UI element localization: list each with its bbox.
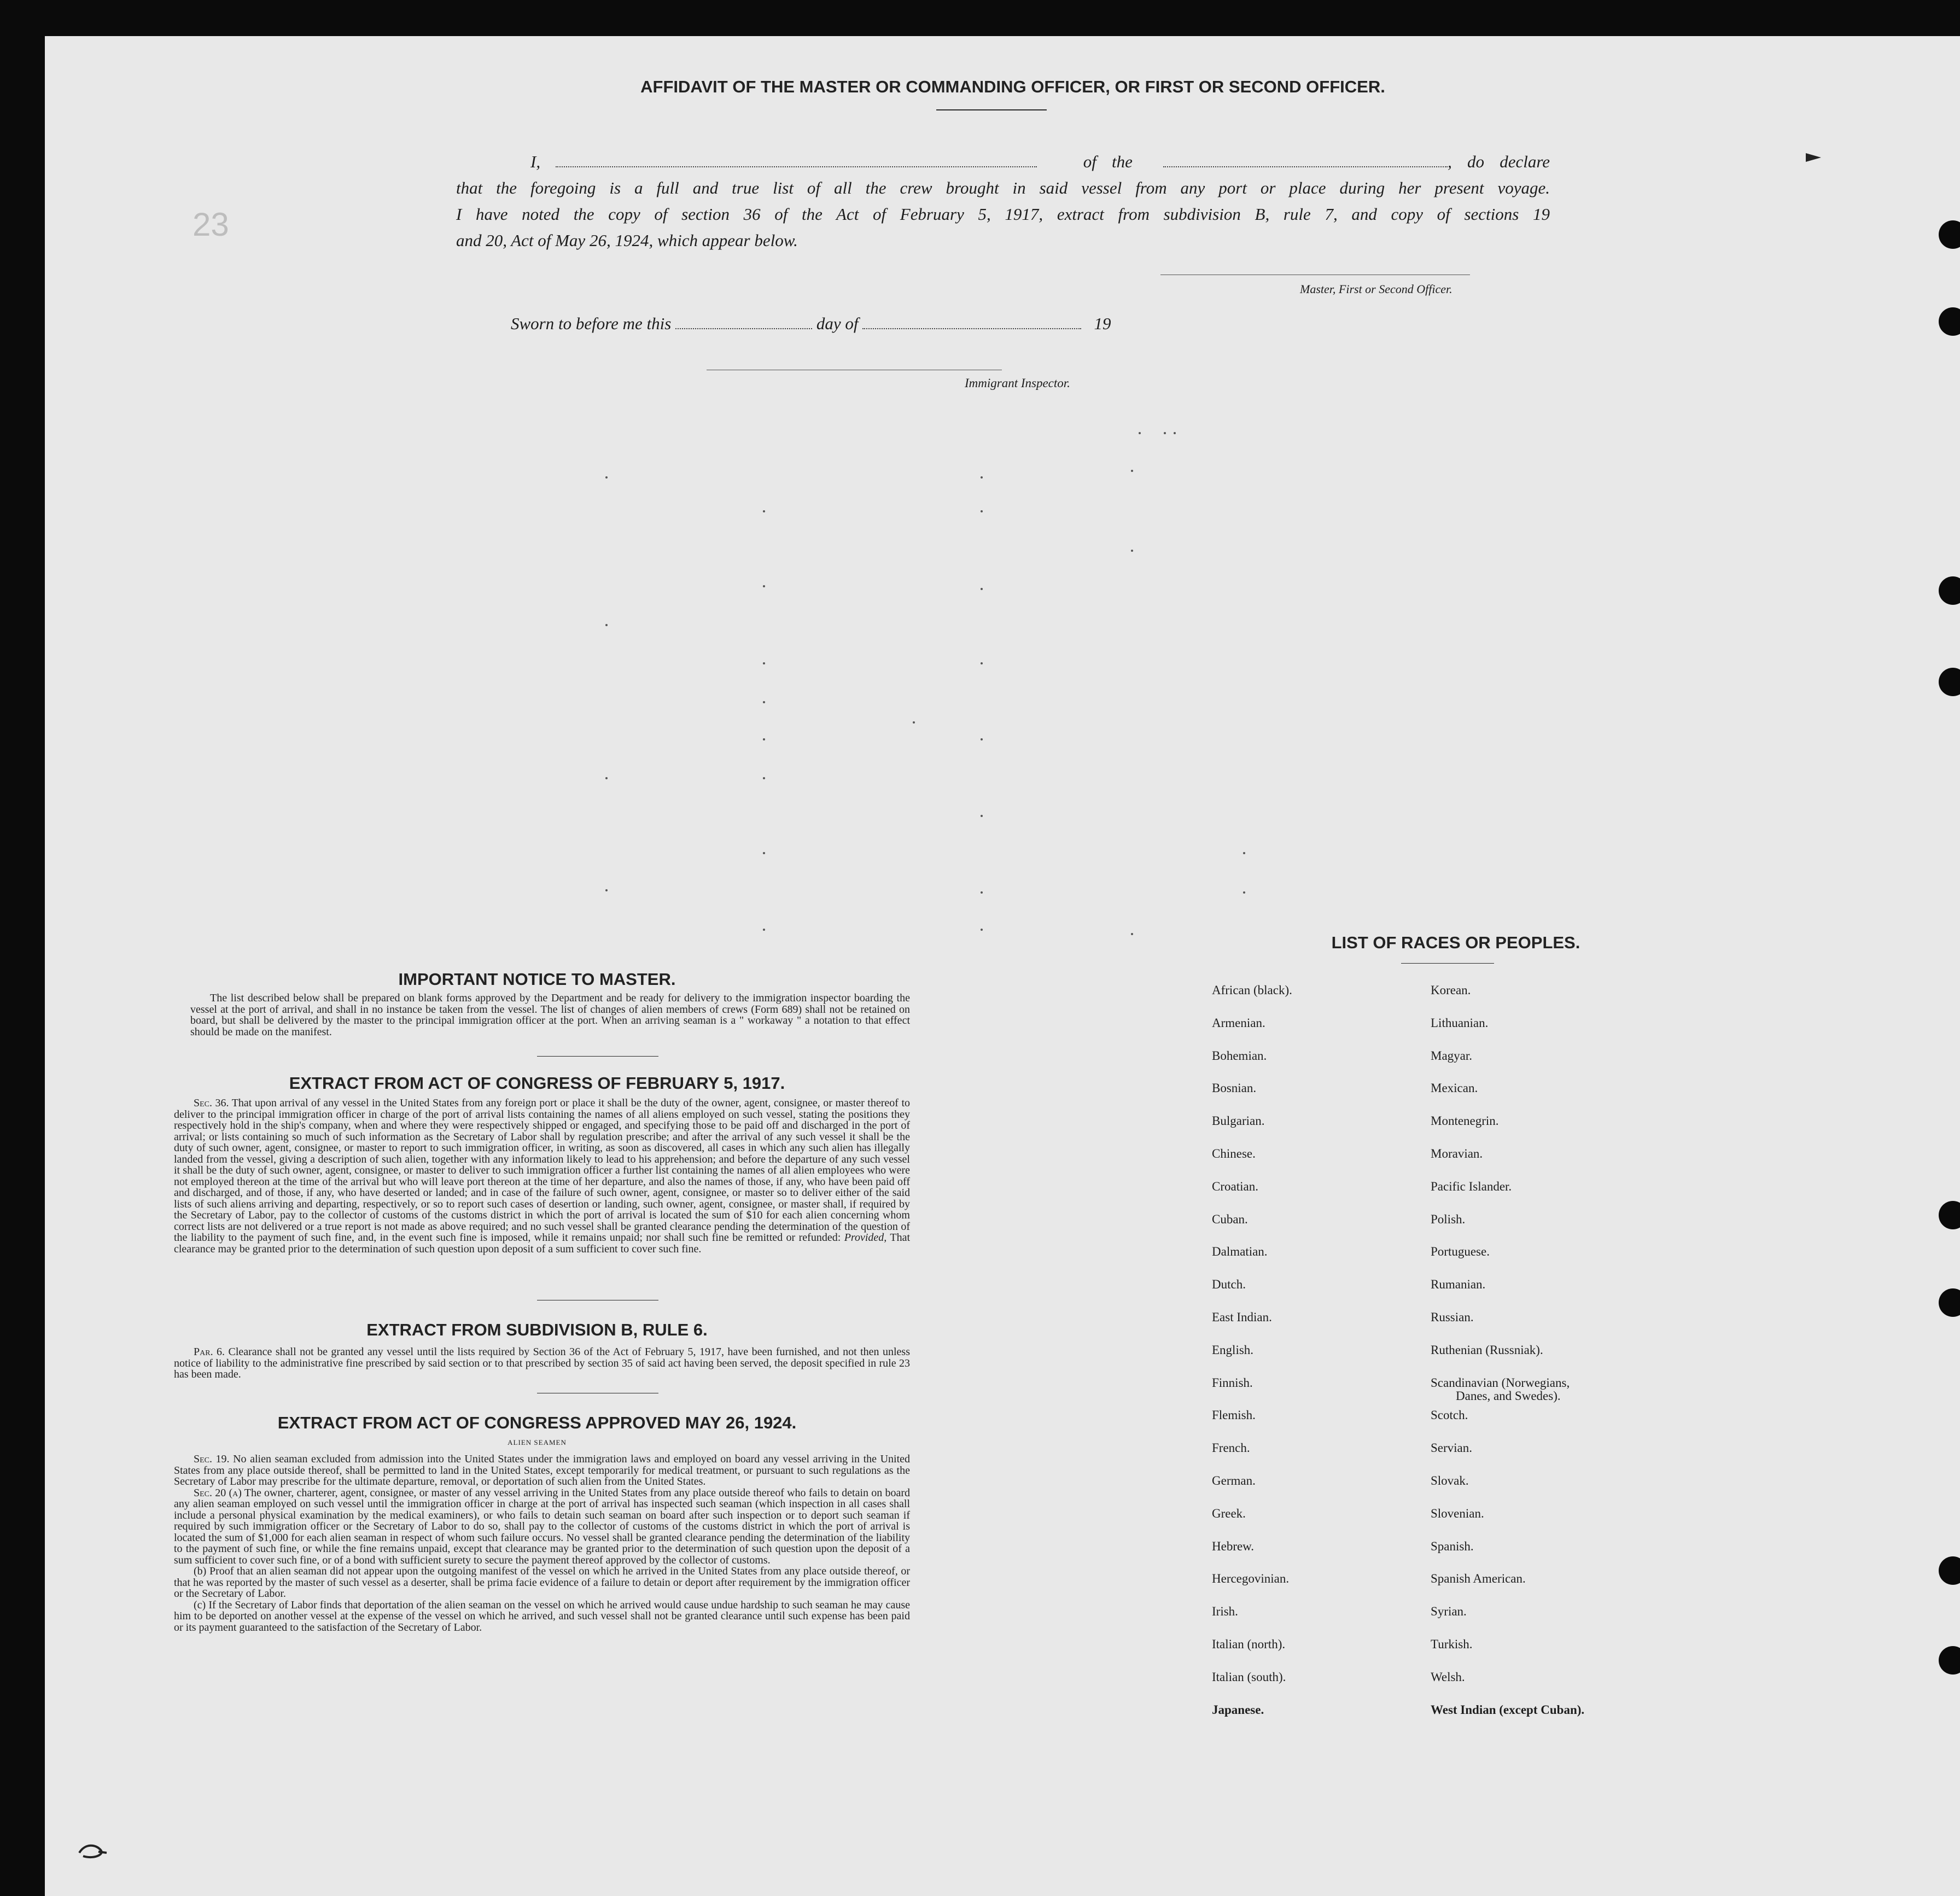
race-item: Bulgarian. xyxy=(1212,1114,1265,1128)
extract-1917-text xyxy=(174,1098,910,1255)
race-item: Ruthenian (Russniak). xyxy=(1431,1343,1543,1357)
extract-1924-title: EXTRACT FROM ACT OF CONGRESS APPROVED MAY 26, 1924. xyxy=(277,1413,797,1432)
race-item: Bohemian. xyxy=(1212,1048,1267,1063)
section-36-label: Sec. 36. xyxy=(194,1097,229,1109)
declarant-prefix: I, xyxy=(530,152,541,171)
notice-title: IMPORTANT NOTICE TO MASTER. xyxy=(398,970,676,989)
race-item: Mexican. xyxy=(1431,1081,1478,1095)
race-item: German. xyxy=(1212,1473,1256,1487)
race-item: Welsh. xyxy=(1431,1670,1465,1684)
race-item-text: Scandinavian (Norwegians, xyxy=(1431,1375,1570,1390)
race-item: Magyar. xyxy=(1431,1048,1473,1063)
races-title: LIST OF RACES OR PEOPLES. xyxy=(1331,933,1580,952)
section-36-body: That upon arrival of any vessel in the United States from any foreign port or place it shall be the duty of the owner, agent, consignee, or master thereof to deliver to the principal immigration officer in charge of the port of arrival lists containing the names of all aliens employed on such vessel, stating the positions they respectively hold in the ship's company, when and where they were respectively shipped or engaged, and specifying those to be paid off and discharged in the port of arrival; or lists containing so much of such information as the Secretary of Labor shall by regulation prescribe; and after the arrival of any such vessel it shall be the duty of such owner, agent, consignee, or master to report to such immigration officer, in writing, as soon as discovered, all cases in which any such alien has illegally landed from the vessel, giving a description of such alien, together with any information likely to lead to his apprehension; and before the departure of any such vessel it shall be the duty of such owner, agent, consignee, or master to deliver to such immigration officer a further list containing the names of all alien employees who were not employed thereon at the time of the arrival but who will leave port thereon at the time of her departure, and also the names of those, if any, who have been paid off and discharged, and of those, if any, who have deserted or landed; and in case of the failure of such owner, agent, consignee, or master so to deliver either of the said lists of such aliens arriving and departing, respectively, or so to report such cases of desertion or landing, such owner, agent, consignee, or master shall, if required by the Secretary of Labor, pay to the collector of customs of the customs district in which the port of arrival is located the sum of $10 for each alien concerning whom correct lists are not delivered or a true report is not made as above required; and no such vessel shall be granted clearance pending the determination of the question of the liability to the payment of such fine, and, in the event such fine is imposed, while it remains unpaid; nor shall such fine be remitted or refunded: xyxy=(174,1097,910,1244)
race-item-continuation: Danes, and Swedes). xyxy=(1456,1389,1561,1403)
affidavit-title: AFFIDAVIT OF THE MASTER OR COMMANDING OFFICER, OR FIRST OR SECOND OFFICER. xyxy=(640,77,1385,96)
section-divider xyxy=(537,1056,658,1057)
extract-rule6-text xyxy=(174,1346,910,1380)
race-item: Scotch. xyxy=(1431,1408,1468,1422)
declaration-line-4: and 20, Act of May 26, 1924, which appear below. xyxy=(456,231,798,250)
race-item: Japanese. xyxy=(1212,1702,1264,1717)
race-item: Korean. xyxy=(1431,983,1471,997)
declaration-line-3: I have noted the copy of section 36 of the Act of February 5, 1917, extract from subdivision B, rule 7, and copy of sections 19 xyxy=(456,205,1550,224)
race-item: Bosnian. xyxy=(1212,1081,1257,1095)
extract-1924-text xyxy=(174,1454,910,1633)
races-right-column xyxy=(1431,983,1584,1735)
race-item: Russian. xyxy=(1431,1310,1474,1324)
races-title-underline xyxy=(1401,963,1494,964)
race-item: Finnish. xyxy=(1212,1375,1253,1390)
race-item: Slovenian. xyxy=(1431,1506,1484,1520)
race-item: Cuban. xyxy=(1212,1212,1248,1226)
section-20c-body: If the Secretary of Labor finds that deportation of the alien seaman on the vessel on which he arrived would cause undue hardship to such seaman he may cause him to be deported on another vessel at the expense of the vessel on which he arrived, and such vessel shall not be granted clearance until such expense has been paid or its payment guaranteed to the satisfaction of the Secretary of Labor. xyxy=(174,1599,910,1634)
section-20b-body: Proof that an alien seaman did not appear upon the outgoing manifest of the vessel on which he arrived in the United States from any place outside thereof, or that he was reported by the master of such vessel as a deserter, shall be prima facie evidence of a failure to detain or deport after requirement by the immigration officer or the Secretary of Labor. xyxy=(174,1565,911,1600)
race-item: East Indian. xyxy=(1212,1310,1272,1324)
race-item: Syrian. xyxy=(1431,1605,1467,1619)
race-item: Chinese. xyxy=(1212,1146,1256,1160)
race-item: Flemish. xyxy=(1212,1408,1256,1422)
section-20a-body: The owner, charterer, agent, consignee, or master of any vessel arriving in the United States from any place outside thereof who fails to detain on board any alien seaman employed on such vessel until the immigration officer in charge at the port of arrival has inspected such seaman (which inspection in all cases shall include a personal physical examination by the medical examiners), or who fails to detain such seaman on board after such inspection or to deport such seaman if required by such immigration officer or the Secretary of Labor to do so, shall pay to the collector of customs of the customs district in which the port of arrival is located the sum of $1,000 for each alien seaman in respect of whom such failure occurs. No vessel shall be granted clearance pending the determination of the liability to the payment of such fine, or while the fine remains unpaid, except that clearance may be granted prior to the determination of such question upon the deposit of a sum sufficient to cover such fine, or of a bond with sufficient surety to secure the payment thereof approved by the collector of customs. xyxy=(174,1486,910,1566)
master-signature-label: Master, First or Second Officer. xyxy=(1300,282,1452,296)
notice-text: The list described below shall be prepared on blank forms approved by the Department and be ready for delivery to the immigration inspector boarding the vessel at the port of arrival, and shall in no instance be taken from the vessel. The list of changes of alien members of crews (Form 689) shall not be retained on board, but shall be delivered by the master to the principal immigration officer at the port. When an arriving seaman is a " workaway " a notation to that effect should be made on the manifest. xyxy=(190,992,910,1038)
do-declare-label: , do declare xyxy=(1448,152,1550,171)
section-20a-label: Sec. 20 (a) xyxy=(194,1486,242,1499)
extract-rule6-title: EXTRACT FROM SUBDIVISION B, RULE 6. xyxy=(366,1320,708,1339)
year-prefix: 19 xyxy=(1094,314,1111,333)
sworn-label: Sworn to before me this xyxy=(511,314,672,333)
race-item: Spanish American. xyxy=(1431,1572,1526,1586)
extract-1917-title: EXTRACT FROM ACT OF CONGRESS OF FEBRUARY 5, 1917. xyxy=(289,1074,785,1093)
inspector-label: Immigrant Inspector. xyxy=(965,376,1070,390)
declaration-line-2: that the foregoing is a full and true list of all the crew brought in said vessel from any port or place during her present voyage. xyxy=(456,178,1550,197)
race-item: Turkish. xyxy=(1431,1637,1473,1651)
race-item: French. xyxy=(1212,1441,1250,1455)
race-item: Portuguese. xyxy=(1431,1245,1490,1259)
race-item: Irish. xyxy=(1212,1605,1238,1619)
paragraph-6-body: Clearance shall not be granted any vessel until the lists required by Section 36 of the Act of February 5, 1917, have been furnished, and not then unless notice of liability to the administrative fine prescribed by said section or to that prescribed by section 35 of said act having been served, the deposit specified in rule 23 has been made. xyxy=(174,1346,911,1380)
race-item: Rumanian. xyxy=(1431,1277,1486,1292)
races-left-column xyxy=(1212,983,1292,1735)
race-item: Servian. xyxy=(1431,1441,1473,1455)
paragraph-6-label: Par. 6. xyxy=(194,1346,225,1358)
race-item: Armenian. xyxy=(1212,1016,1265,1030)
section-20b-label: (b) xyxy=(194,1565,207,1577)
section-36-end: That clearance may be granted prior to the determination of such question upon deposit of a sum sufficient to cover such fine. xyxy=(174,1232,911,1255)
race-item: African (black). xyxy=(1212,983,1292,997)
provided-label: Provided, xyxy=(844,1232,887,1244)
race-item: Polish. xyxy=(1431,1212,1466,1226)
race-item: Dalmatian. xyxy=(1212,1245,1268,1259)
race-item: Hercegovinian. xyxy=(1212,1572,1290,1586)
race-item: Slovak. xyxy=(1431,1473,1469,1487)
section-19-body: No alien seaman excluded from admission into the United States under the immigration laws and employed on board any vessel arriving in the United States from any place outside thereof, shall be permitted to land in the United States, except temporarily for medical treatment, or pursuant to such regulations as the Secretary of Labor may prescribe for the ultimate departure, removal, or deportation of such alien from the United States. xyxy=(174,1453,911,1487)
bleed-through-mark: 23 xyxy=(192,206,229,243)
alien-seamen-subtitle: ALIEN SEAMEN xyxy=(508,1438,567,1446)
handwritten-mark xyxy=(77,1841,109,1863)
race-item: Dutch. xyxy=(1212,1277,1246,1292)
race-item: Spanish. xyxy=(1431,1539,1474,1553)
race-item: Hebrew. xyxy=(1212,1539,1255,1553)
race-item: Greek. xyxy=(1212,1506,1246,1520)
form-sheet xyxy=(45,36,1960,1896)
section-20c-label: (c) xyxy=(194,1599,206,1611)
race-item: Italian (north). xyxy=(1212,1637,1286,1651)
of-the-label: of the xyxy=(1083,152,1133,171)
race-item: Pacific Islander. xyxy=(1431,1179,1512,1193)
race-item xyxy=(1431,1376,1584,1409)
section-19-label: Sec. 19. xyxy=(194,1453,230,1465)
race-item: Moravian. xyxy=(1431,1146,1483,1160)
race-item: Lithuanian. xyxy=(1431,1016,1489,1030)
day-of-label: day of xyxy=(816,314,859,333)
race-item: Italian (south). xyxy=(1212,1670,1286,1684)
race-item: English. xyxy=(1212,1343,1254,1357)
race-item: Montenegrin. xyxy=(1431,1114,1499,1128)
race-item: West Indian (except Cuban). xyxy=(1431,1702,1585,1717)
race-item: Croatian. xyxy=(1212,1179,1258,1193)
